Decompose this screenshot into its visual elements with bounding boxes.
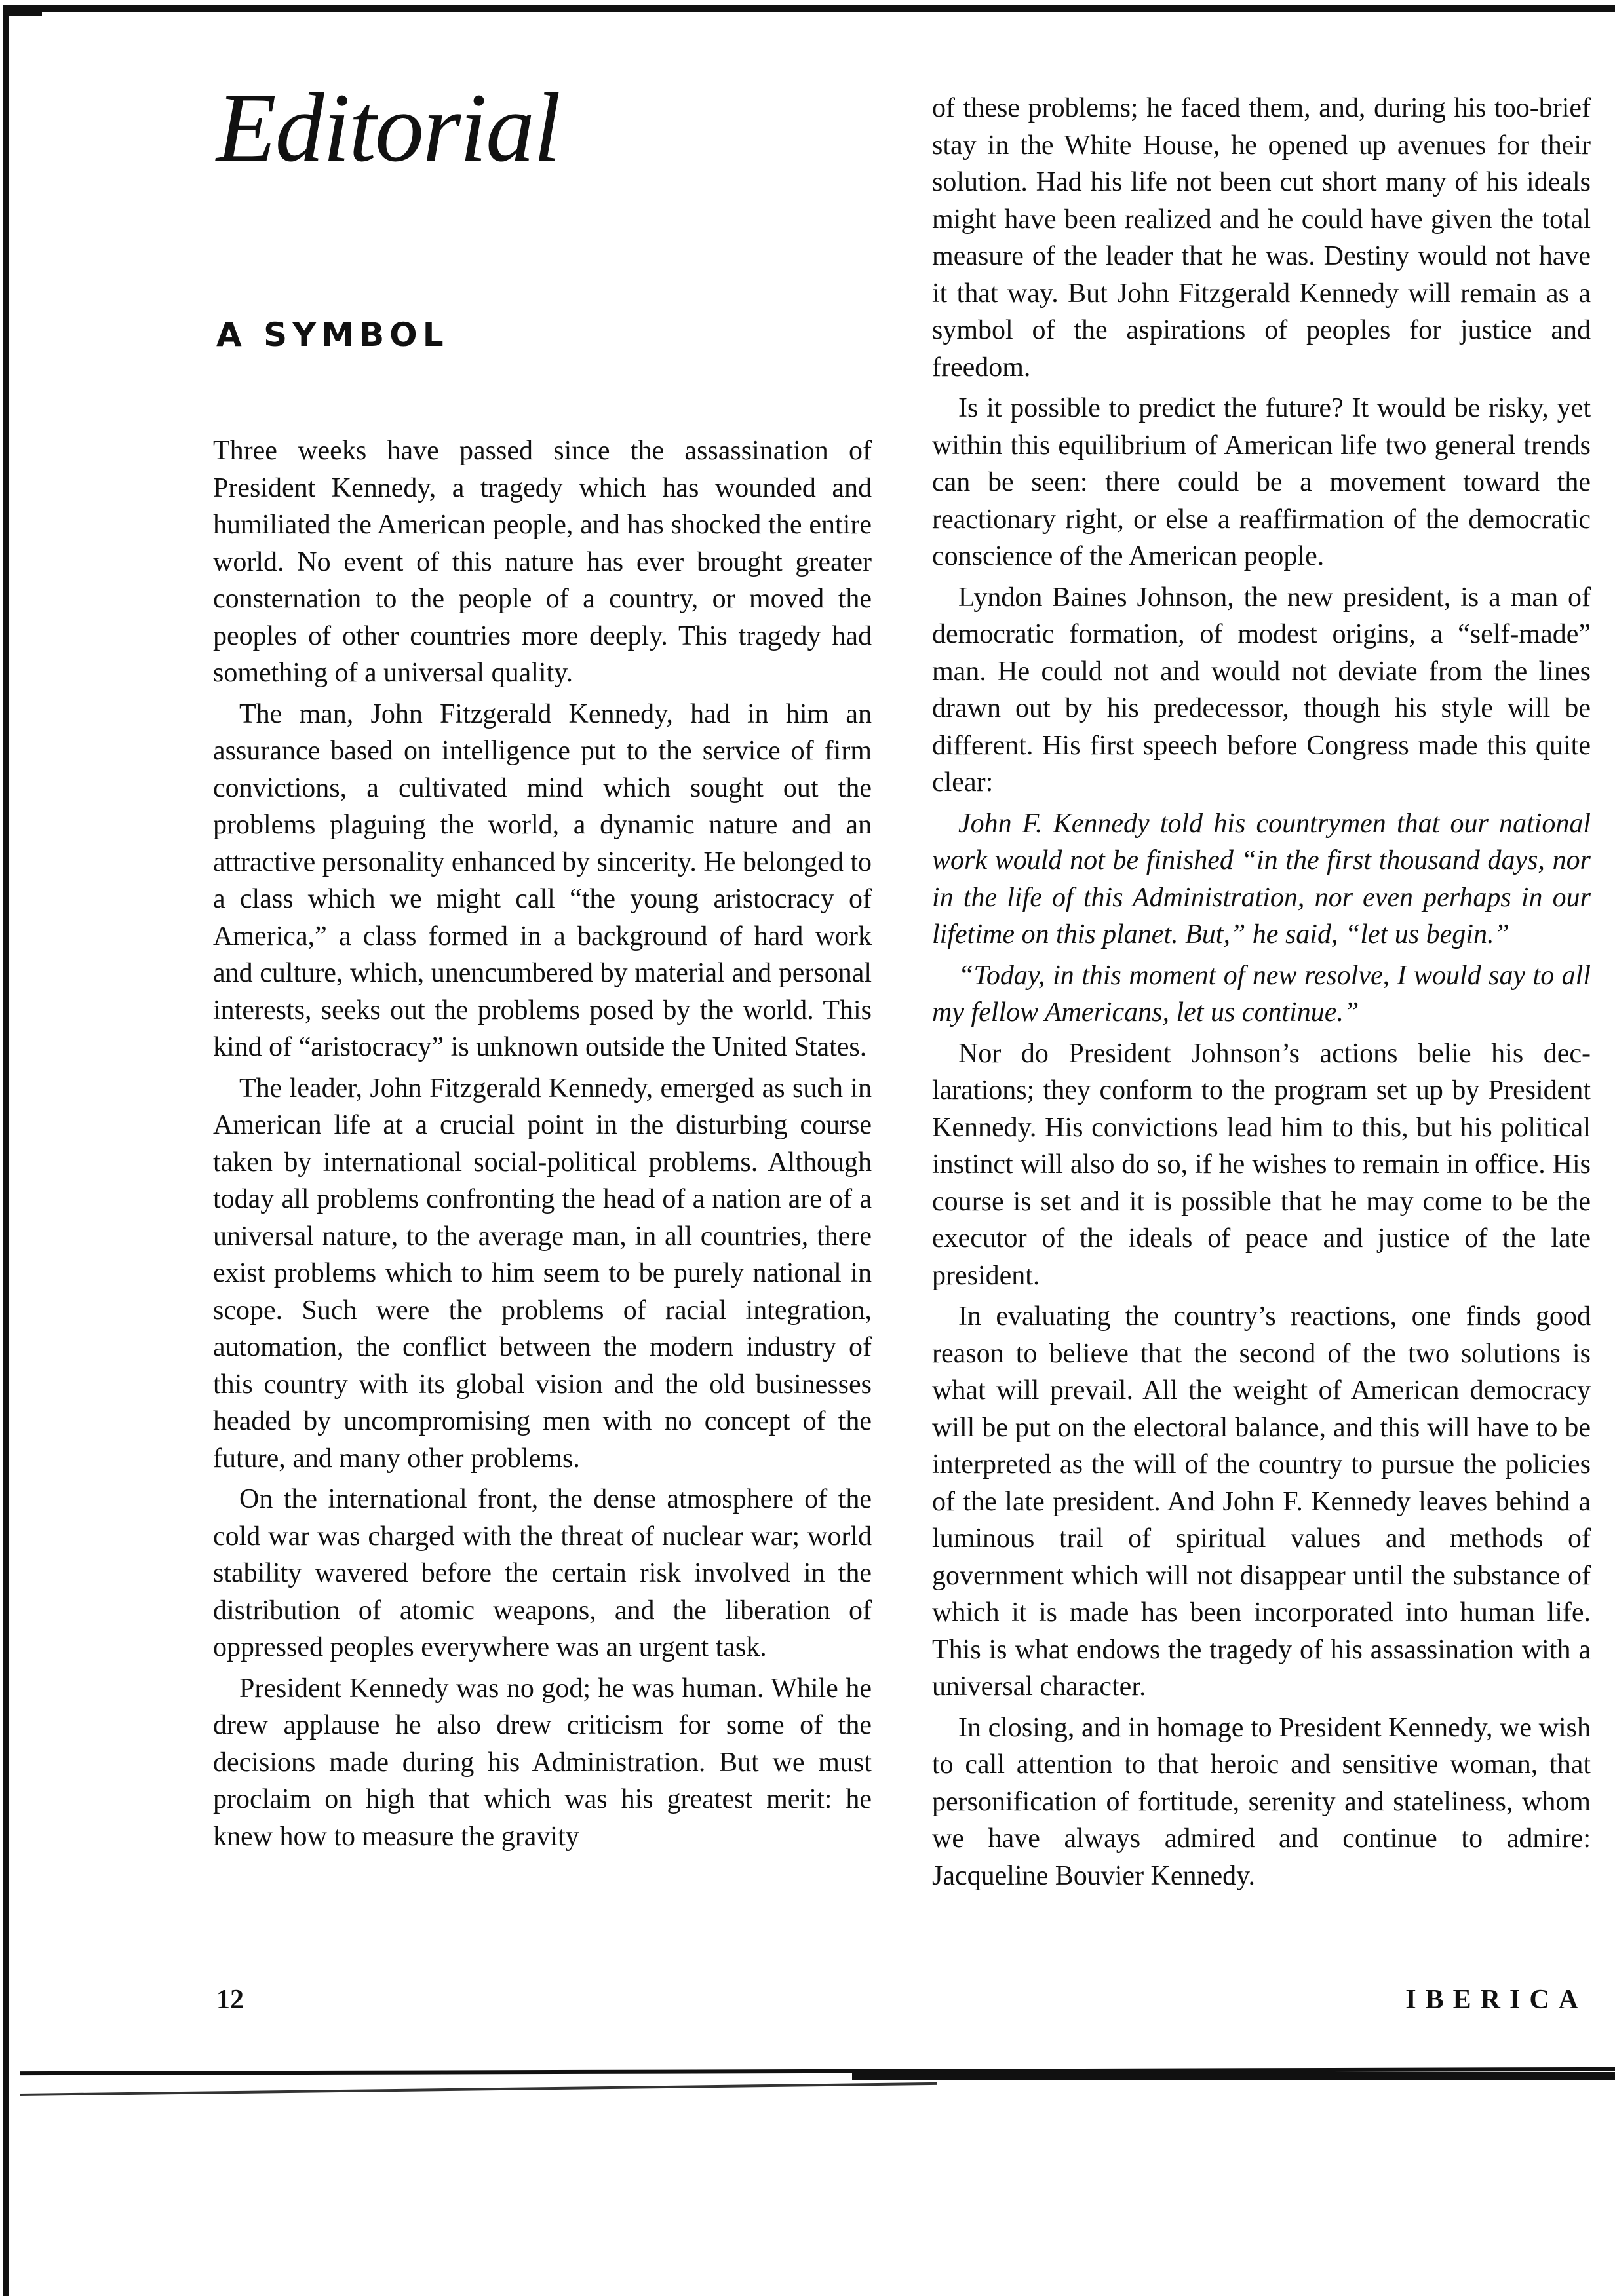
left-border-rule xyxy=(3,5,9,2296)
page-number: 12 xyxy=(216,1985,244,2015)
paragraph: Nor do President Johnson’s actions belie his declarations; they conform to the program set up by President Kennedy. His convictions lead him to this, but his political instinct will also do so, if he wishes to remain in office. His course is set and it is possible that he may come to be the executor of the ideals of peace and justice of the late president. xyxy=(932,1038,1591,1291)
section-title: Editorial xyxy=(216,73,560,182)
paragraph: Is it possible to predict the future? It would be risky, yet within this equilibrium of American life two general trends can be seen: there could be a movement toward the reactionary right, or else a reaffirmation of the democratic conscience of the American people. xyxy=(932,393,1591,571)
paragraph: In closing, and in homage to President Kennedy, we wish to call attention to that heroic and sensitive woman, that personification of fortitude, serenity and stateliness, whom we have always admired and continue to admire: Jacqueline Bouvier Kennedy. xyxy=(932,1712,1591,1891)
top-border-rule xyxy=(39,5,1615,12)
left-column xyxy=(213,432,872,1855)
bottom-border-rule-thick xyxy=(852,2072,1615,2080)
paragraph: Lyndon Baines Johnson, the new president, is a man of democratic formation, of modest origins, a “self-made” man. He could not and would not deviate from the lines drawn out by his predecessor, though his style will be different. His first speech before Congress made this quite clear: xyxy=(932,582,1591,797)
paragraph: President Kennedy was no god; he was human. While he drew applause he also drew criticism for some of the decisions made during his Administration. But we must proclaim on high that which was his greatest merit: he knew how to measure the gravity xyxy=(213,1673,872,1852)
paragraph: Three weeks have passed since the assassination of President Kennedy, a tragedy which has wounded and humiliated the American people, and has shocked the entire world. No event of this nature has ever brought greater consternation to the people of a country, or moved the peoples of other countries more deeply. This tragedy had something of a universal quality. xyxy=(213,436,872,688)
quotation: John F. Kennedy told his countrymen that our national work would not be finished “in the first thousand days, nor in the life of this Administration, nor even perhaps in our lifetime on this planet. But,” he said, “let us begin.” xyxy=(932,808,1591,949)
paragraph: On the international front, the dense atmosphere of the cold war was charged with the threat of nuclear war; world stability wavered before the certain risk involved in the distribution of atomic weapons, and the liberation of oppressed peoples everywhere was an urgent task. xyxy=(213,1484,872,1662)
bottom-border-rule-thin xyxy=(20,2082,937,2096)
paragraph: The man, John Fitzgerald Kennedy, had in him an assurance based on intelligence put to the service of firm convictions, a cultivated mind which sought out the problems plaguing the world, a dynamic nature and an attractive personality enhanced by sincerity. He belonged to a class which we might call “the young aristocracy of America,” a class formed in a background of hard work and culture, which, unencumbered by material and personal interests, seeks out the problems posed by the world. This kind of “aristocracy” is unknown outside the United States. xyxy=(213,698,872,1062)
right-column xyxy=(932,90,1591,1894)
paragraph: The leader, John Fitzgerald Kennedy, emerged as such in American life at a crucial point in the disturbing course taken by international social-political problems. Although today all problems confronting the head of a nation are of a universal nature, to the average man, in all countries, there exist problems which to him seem to be purely national in scope. Such were the problems of racial integration, automation, the conflict between the modern industry of this country with its global vision and the old businesses headed by uncompromising men with no concept of the future, and many other problems. xyxy=(213,1073,872,1474)
paragraph: In evaluating the country’s reactions, one finds good reason to believe that the second of the two solutions is what will prevail. All the weight of American democracy will be put on the electoral balance, and this will have to be interpreted as the will of the country to pursue the policies of the late president. And John F. Kennedy leaves behind a luminous trail of spiritual values and methods of government which will not disappear until the substance of which it is made has been incorporated into human life. This is what endows the tragedy of his assassination with a universal character. xyxy=(932,1301,1591,1702)
publication-name: IBERICA xyxy=(1405,1985,1587,2015)
quotation: “Today, in this moment of new resolve, I would say to all my fellow Americans, let us continue.” xyxy=(932,960,1591,1027)
article-headline: A SYMBOL xyxy=(216,316,449,354)
paragraph-continuation: of these problems; he faced them, and, during his too-brief stay in the White House, he opened up avenues for their solution. Had his life not been cut short many of his ideals might have been realized and he could have given the total measure of the leader that he was. Destiny would not have it that way. But John Fitzgerald Kennedy will remain as a symbol of the aspirations of peoples for justice and freedom. xyxy=(932,93,1591,383)
